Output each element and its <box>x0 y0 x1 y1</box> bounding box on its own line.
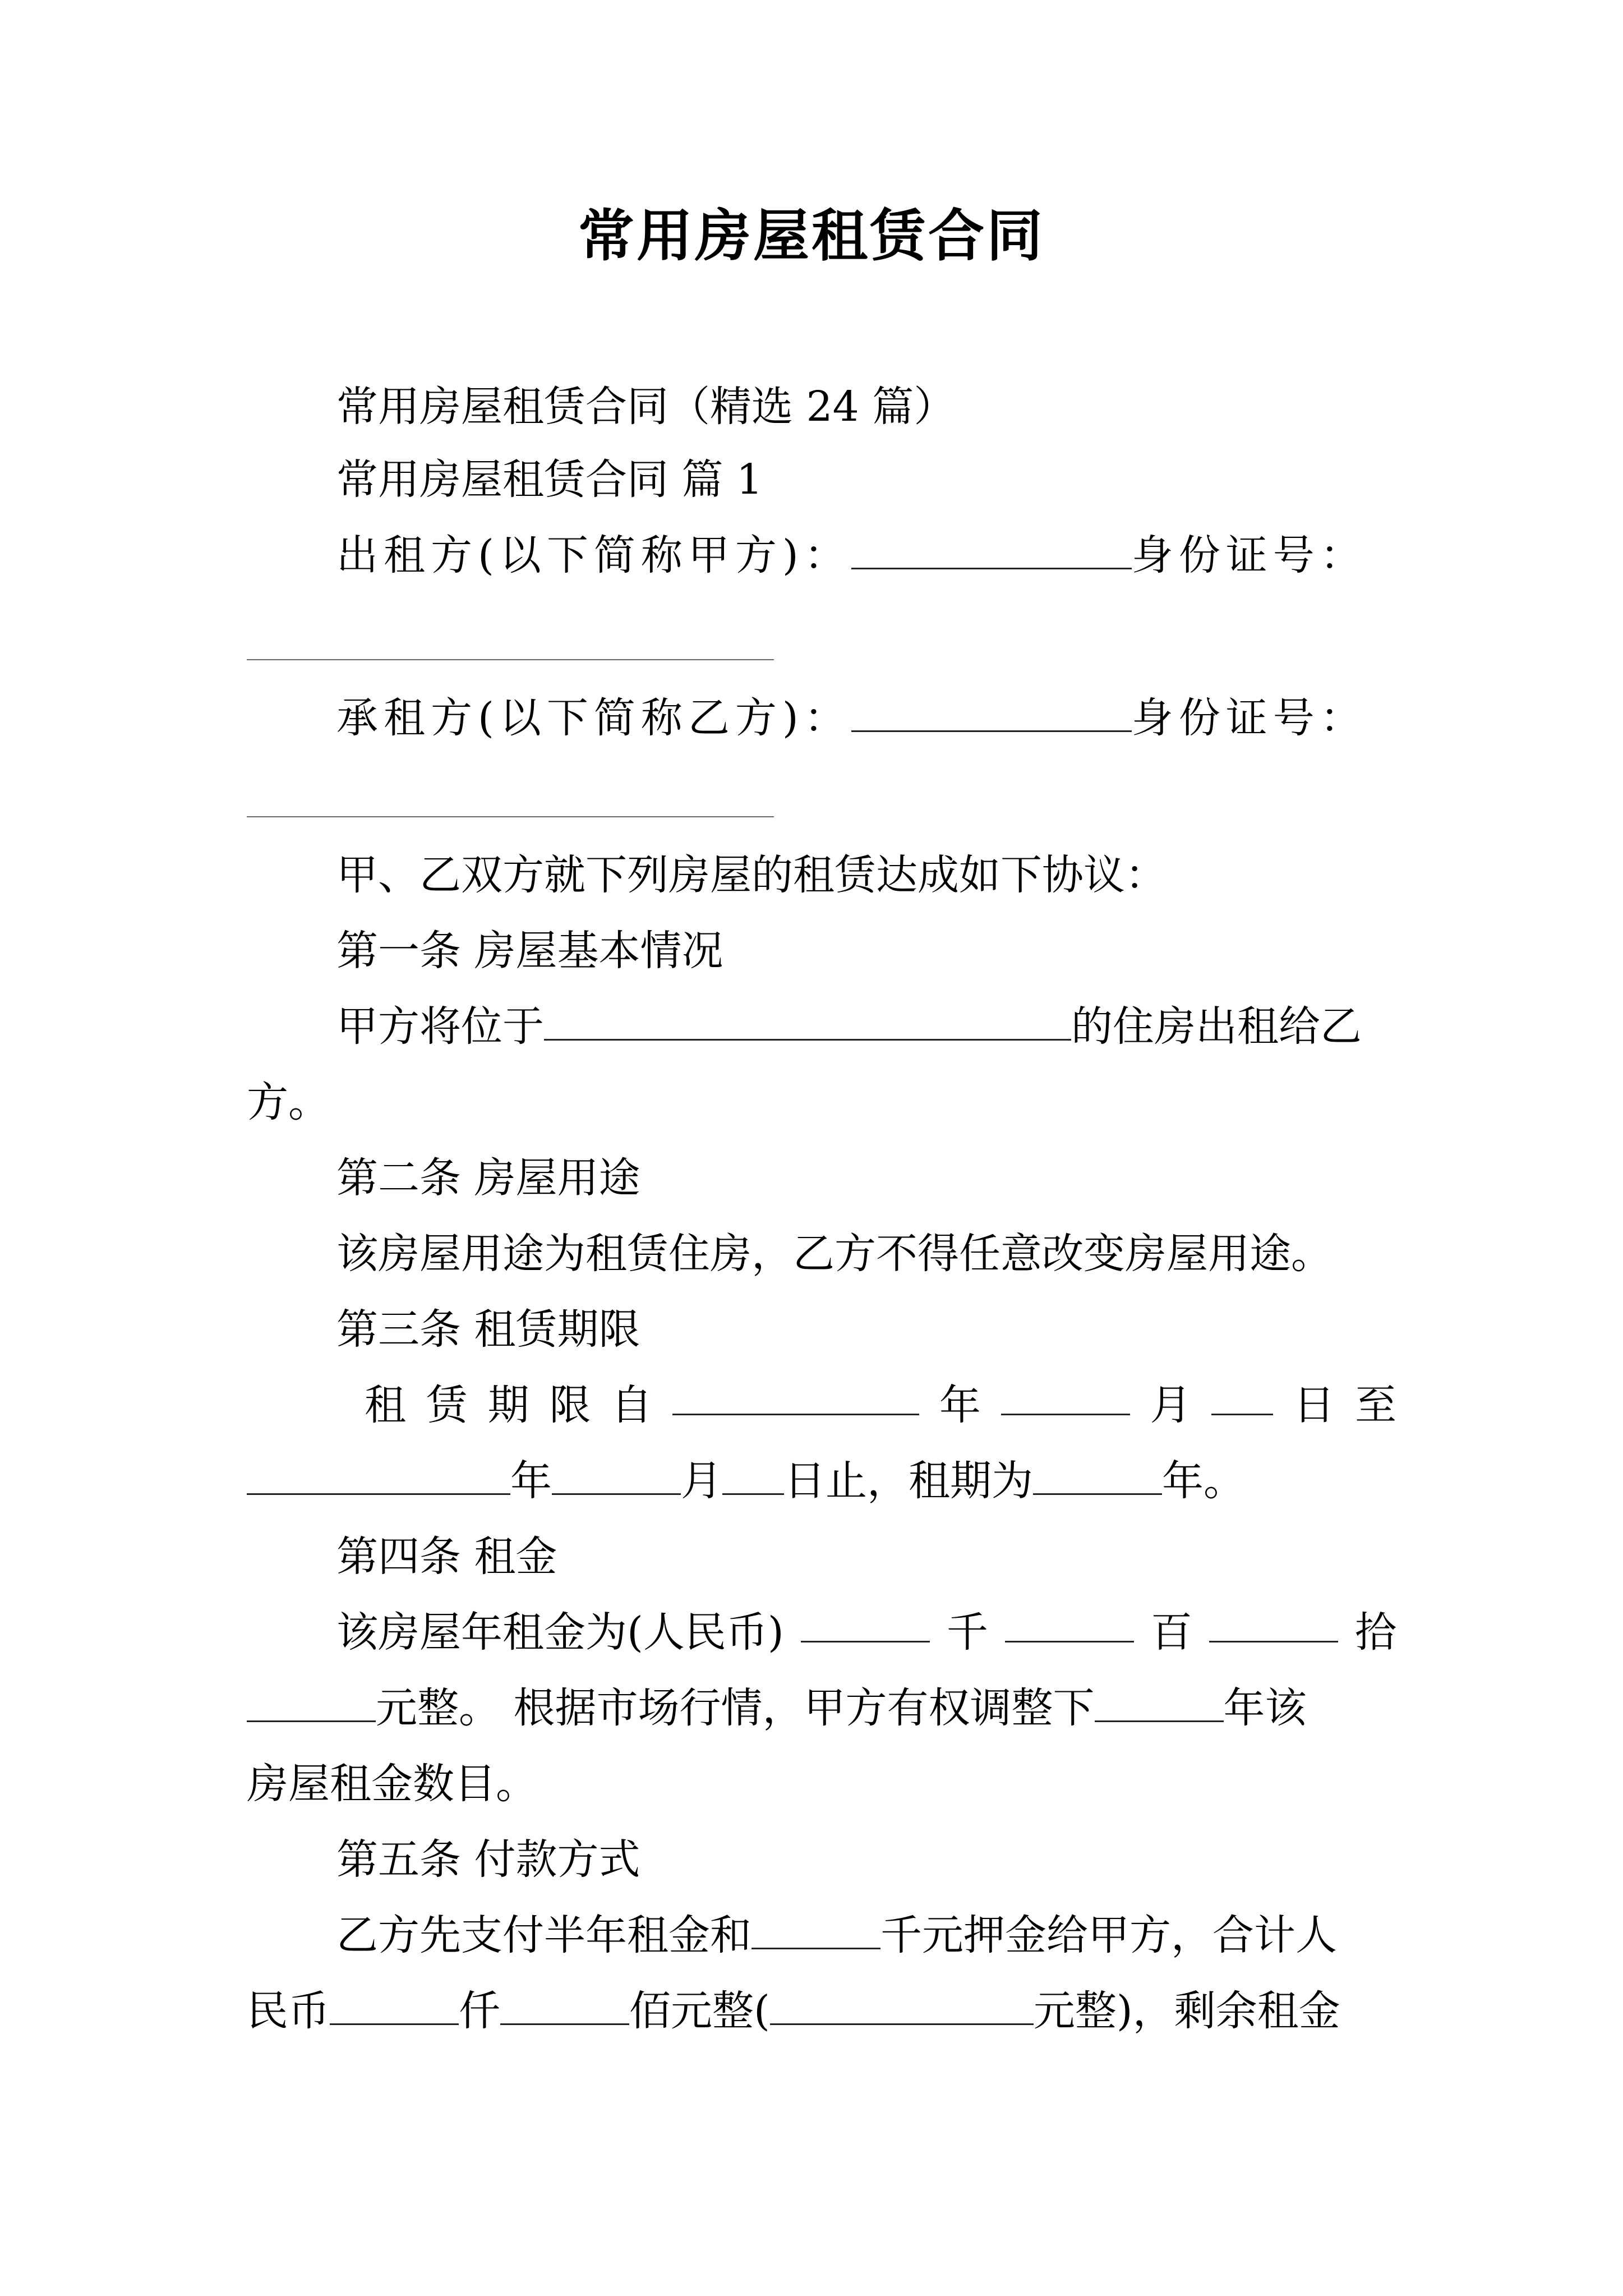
lessor-id-label: 身份证号： <box>1131 531 1367 579</box>
lessee-label: 承租方(以下简称乙方)： <box>336 694 851 742</box>
term-years-label: 年。 <box>1162 1457 1245 1505</box>
article-1-line <box>336 996 1396 1057</box>
term-char: 赁 <box>426 1381 468 1429</box>
article-5-line-1 <box>336 1904 1396 1966</box>
agreement-intro: 甲、乙双方就下列房屋的租赁达成如下协议： <box>336 851 1166 899</box>
rent-tens-label: 拾 <box>1354 1608 1396 1657</box>
rent-thousands-label: 千 <box>946 1608 988 1657</box>
total-text-a: 民币 <box>247 1987 330 2035</box>
article-3-line-1 <box>336 1374 1396 1436</box>
end-month-label: 月 <box>681 1457 722 1505</box>
article-1-title: 第一条 房屋基本情况 <box>336 927 723 975</box>
article-3-line-2 <box>247 1450 1396 1512</box>
term-char: 自 <box>611 1381 653 1429</box>
rent-hundreds-label: 百 <box>1150 1608 1192 1657</box>
section-heading: 常用房屋租赁合同 篇 1 <box>336 455 763 504</box>
article-2-title: 第二条 房屋用途 <box>336 1154 640 1202</box>
lessor-line <box>336 524 1396 586</box>
article-1-text-c: 方。 <box>247 1078 330 1126</box>
start-month-blank <box>1001 1374 1130 1415</box>
article-4-title: 第四条 租金 <box>336 1533 557 1581</box>
article-5-line-2 <box>247 1980 1396 2042</box>
term-char: 日 <box>1293 1381 1335 1429</box>
lessee-id-label: 身份证号： <box>1131 694 1367 742</box>
deposit-text-a: 乙方先支付半年租金和 <box>336 1911 751 1959</box>
term-char: 至 <box>1354 1381 1396 1429</box>
term-char: 月 <box>1150 1381 1192 1429</box>
rent-tens-blank <box>1209 1602 1338 1642</box>
article-2-text: 该房屋用途为租赁住房，乙方不得任意改变房屋用途。 <box>336 1230 1332 1278</box>
rent-adjust-year-label: 年该 <box>1223 1684 1307 1732</box>
end-day-label: 日止，租期为 <box>784 1457 1033 1505</box>
total-text-b: 仟 <box>459 1987 500 2035</box>
adjust-year-blank <box>1095 1681 1224 1722</box>
rent-adjust-text: 元整。 根据市场行情，甲方有权调整下 <box>376 1684 1095 1732</box>
start-day-blank <box>1211 1374 1273 1415</box>
lessee-id-blank <box>247 816 774 817</box>
lessee-name-blank <box>851 691 1132 732</box>
deposit-text-b: 千元押金给甲方，合计人 <box>880 1911 1337 1959</box>
article-5-title: 第五条 付款方式 <box>336 1835 640 1884</box>
term-char: 年 <box>939 1381 981 1429</box>
term-char: 租 <box>365 1381 406 1429</box>
term-char: 限 <box>549 1381 591 1429</box>
article-3-title: 第三条 租赁期限 <box>336 1305 640 1354</box>
article-1-text-a: 甲方将位于 <box>336 1002 544 1051</box>
lessor-id-blank <box>247 659 774 660</box>
deposit-blank <box>751 1908 880 1949</box>
total-thousands-blank <box>330 1984 459 2025</box>
end-day-blank <box>722 1454 784 1495</box>
lessee-line <box>336 687 1396 749</box>
document-subtitle: 常用房屋租赁合同（精选 24 篇） <box>336 383 956 431</box>
rent-hundreds-blank <box>1005 1602 1134 1642</box>
total-hundreds-blank <box>500 1984 629 2025</box>
total-amount-blank <box>770 1984 1034 2025</box>
lessor-label: 出租方(以下简称甲方)： <box>336 531 851 579</box>
document-title: 常用房屋租赁合同 <box>578 203 1045 269</box>
start-year-blank <box>672 1374 919 1415</box>
lessor-name-blank <box>851 528 1132 569</box>
property-address-blank <box>544 1000 1071 1041</box>
term-years-blank <box>1033 1454 1162 1495</box>
total-text-c: 佰元整( <box>629 1987 770 2035</box>
rent-thousands-blank <box>801 1602 930 1642</box>
end-year-blank <box>247 1454 510 1495</box>
total-text-d: 元整)，剩余租金 <box>1033 1987 1340 2035</box>
end-year-label: 年 <box>510 1457 552 1505</box>
article-4-line-3: 房屋租金数目。 <box>247 1760 537 1808</box>
rent-units-blank <box>247 1681 376 1722</box>
term-char: 期 <box>487 1381 529 1429</box>
annual-rent-label: 该房屋年租金为(人民币) <box>336 1608 784 1657</box>
end-month-blank <box>552 1454 681 1495</box>
article-1-text-b: 的住房出租给乙 <box>1071 1002 1362 1051</box>
article-4-line-1 <box>336 1602 1396 1663</box>
article-4-line-2 <box>247 1677 1396 1739</box>
